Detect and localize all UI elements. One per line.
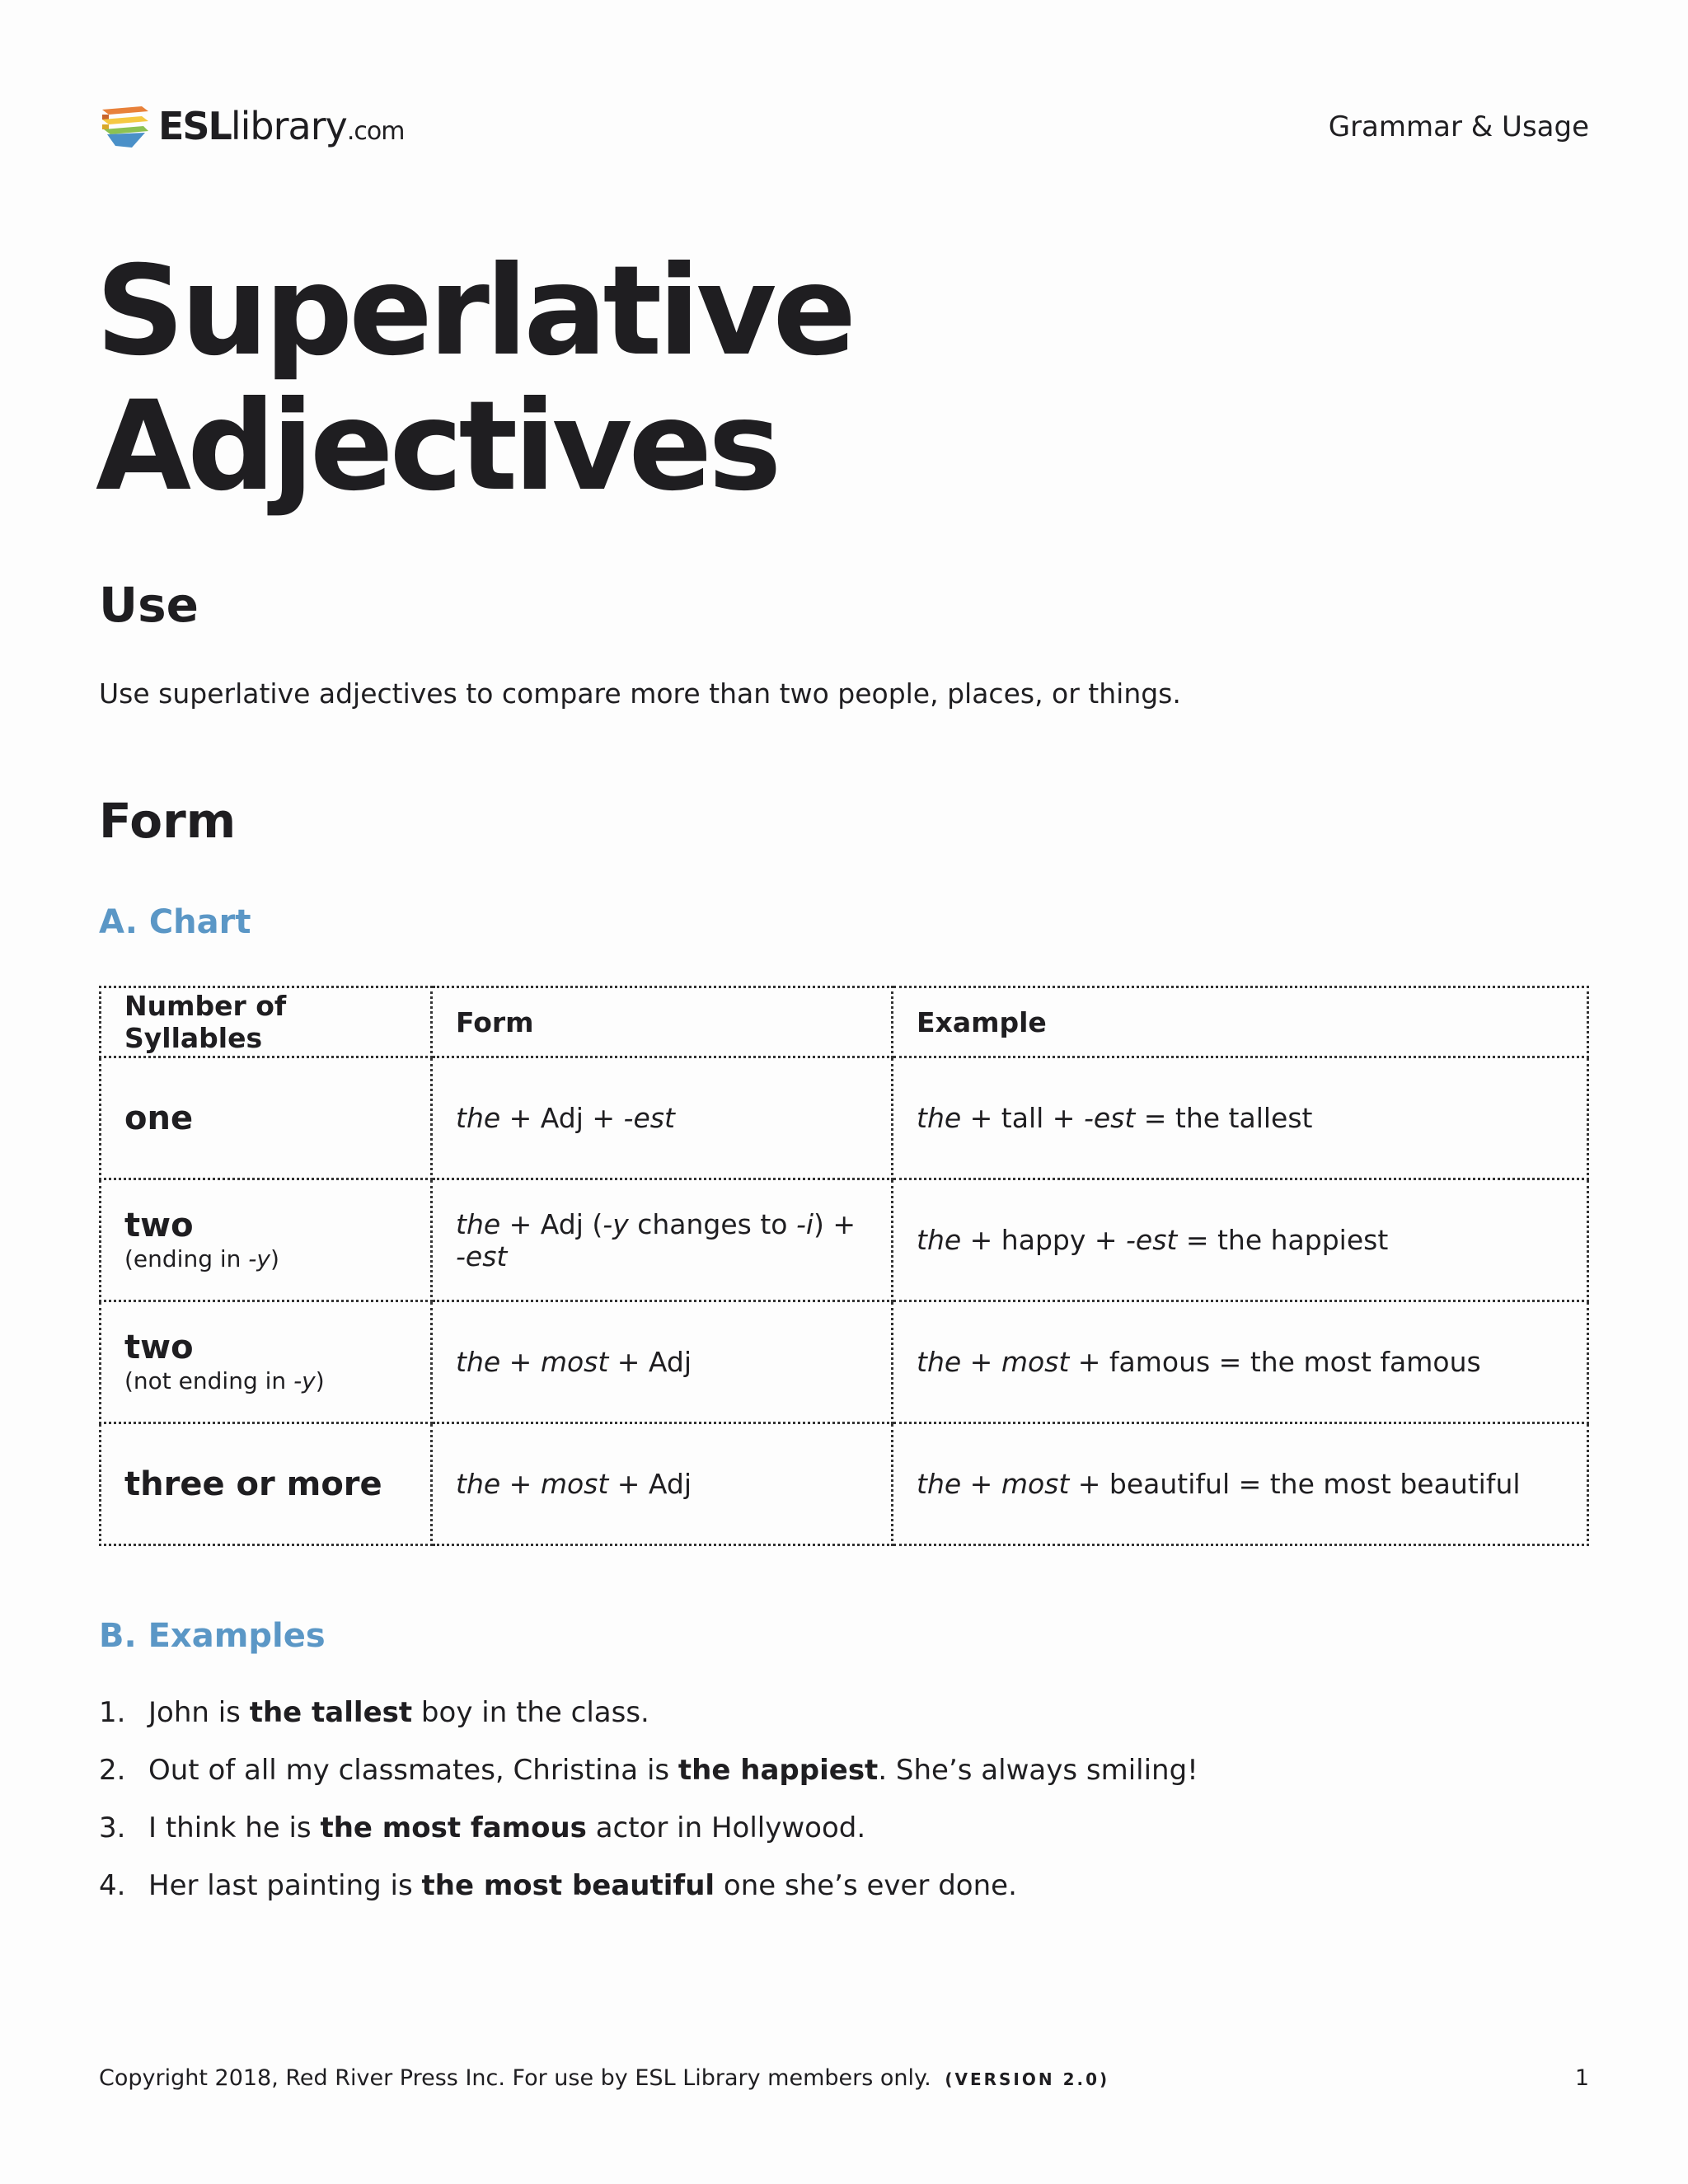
list-item: [99, 1754, 1198, 1811]
list-item-text: [148, 1696, 649, 1754]
text-segment: changes to: [628, 1207, 796, 1240]
form-heading: Form: [99, 793, 237, 849]
text-segment: actor in Hollywood.: [586, 1811, 866, 1844]
table-body: [101, 1057, 1588, 1545]
book-stack-icon: [99, 100, 152, 152]
text-segment: +: [961, 1468, 1001, 1500]
text-segment: +: [500, 1468, 541, 1500]
example-cell: [893, 1423, 1588, 1545]
table-row: [101, 1301, 1588, 1423]
text-segment: -y: [603, 1207, 629, 1240]
text-segment: the: [456, 1468, 501, 1500]
title-line-2: Adjectives: [96, 375, 778, 518]
text-segment: + tall +: [961, 1102, 1084, 1134]
form-cell: [432, 1301, 893, 1423]
superlative-chart-table: [99, 986, 1589, 1546]
text-segment: = the happiest: [1177, 1224, 1389, 1256]
text-segment: = the tallest: [1135, 1102, 1313, 1134]
text-segment: . She’s always smiling!: [878, 1754, 1198, 1787]
list-item: [99, 1869, 1198, 1927]
text-segment: -est: [1126, 1224, 1178, 1256]
syllables-note: [124, 1244, 407, 1274]
text-segment: +: [961, 1346, 1001, 1378]
text-segment: + Adj: [608, 1468, 692, 1500]
examples-list: [99, 1696, 1198, 1927]
list-item-text: [148, 1811, 865, 1869]
page-title: [96, 240, 853, 518]
example-cell: [893, 1057, 1588, 1179]
esl-library-logo[interactable]: [99, 97, 404, 155]
text-segment: (not ending in: [124, 1366, 294, 1394]
title-line-1: Superlative: [96, 240, 853, 383]
table-header-row: [101, 987, 1588, 1057]
text-segment: the: [917, 1346, 962, 1378]
text-segment: + Adj (: [500, 1207, 603, 1240]
use-heading: Use: [99, 577, 199, 633]
text-segment: + beautiful = the most beautiful: [1069, 1468, 1521, 1500]
text-segment: one she’s ever done.: [715, 1869, 1017, 1902]
form-cell: [432, 1179, 893, 1301]
list-item-number: 2.: [99, 1754, 126, 1787]
text-segment: the: [917, 1468, 962, 1500]
text-segment: most: [540, 1346, 609, 1378]
list-item-text: [148, 1754, 1198, 1811]
syllables-cell: [101, 1423, 432, 1545]
text-segment: the: [917, 1224, 962, 1256]
examples-heading: B. Examples: [99, 1617, 326, 1655]
text-segment: boy in the class.: [412, 1696, 649, 1729]
list-item-text: [148, 1869, 1017, 1927]
form-cell: [432, 1057, 893, 1179]
table-row: [101, 1057, 1588, 1179]
list-item-number: 4.: [99, 1869, 126, 1902]
version-label: (VERSION 2.0): [945, 2069, 1110, 2089]
text-segment: most: [1001, 1346, 1070, 1378]
list-item-number: 3.: [99, 1811, 126, 1844]
text-segment: + famous = the most famous: [1069, 1346, 1481, 1378]
text-segment: +: [500, 1346, 541, 1378]
text-segment: Her last painting is: [148, 1869, 422, 1902]
footer-copyright: [99, 2065, 1109, 2091]
list-item: [99, 1811, 1198, 1869]
header-syllables: Number of Syllables: [101, 987, 432, 1057]
text-segment: -y: [248, 1244, 270, 1272]
text-segment: John is: [148, 1696, 250, 1729]
syllables-cell: [101, 1301, 432, 1423]
text-segment: ): [270, 1244, 279, 1272]
copyright-text: Copyright 2018, Red River Press Inc. For use by ESL Library members only.: [99, 2065, 931, 2091]
syllables-count: two: [124, 1206, 194, 1244]
use-description: Use superlative adjectives to compare more than two people, places, or things.: [99, 677, 1181, 710]
list-item-number: 1.: [99, 1696, 126, 1729]
text-segment: the: [456, 1102, 501, 1134]
example-cell: [893, 1179, 1588, 1301]
syllables-count: one: [124, 1099, 194, 1137]
text-segment: the: [456, 1346, 501, 1378]
table-row: [101, 1179, 1588, 1301]
table-row: [101, 1423, 1588, 1545]
form-cell: [432, 1423, 893, 1545]
text-segment: the: [456, 1207, 501, 1240]
syllables-cell: [101, 1057, 432, 1179]
chart-heading: A. Chart: [99, 903, 251, 941]
category-label: Grammar & Usage: [1328, 110, 1589, 143]
text-segment: most: [1001, 1468, 1070, 1500]
syllables-count: two: [124, 1328, 194, 1366]
list-item: [99, 1696, 1198, 1754]
text-segment: + Adj +: [500, 1102, 624, 1134]
text-segment: -i: [795, 1207, 814, 1240]
syllables-count: three or more: [124, 1465, 382, 1503]
text-segment: -est: [623, 1102, 675, 1134]
text-segment: -est: [1083, 1102, 1136, 1134]
text-segment: -est: [456, 1240, 508, 1272]
page-number: 1: [1574, 2065, 1589, 2091]
text-segment: + happy +: [961, 1224, 1126, 1256]
syllables-cell: [101, 1179, 432, 1301]
text-segment: the most beautiful: [421, 1869, 715, 1902]
text-segment: ) +: [814, 1207, 856, 1240]
text-segment: the tallest: [249, 1696, 413, 1729]
header-example: Example: [893, 987, 1588, 1057]
text-segment: (ending in: [124, 1244, 249, 1272]
logo-wordmark: ESLlibrary.com: [158, 104, 405, 148]
text-segment: Out of all my classmates, Christina is: [148, 1754, 678, 1787]
text-segment: -y: [293, 1366, 316, 1394]
example-cell: [893, 1301, 1588, 1423]
text-segment: ): [315, 1366, 325, 1394]
syllables-note: [124, 1366, 407, 1396]
text-segment: the: [917, 1102, 962, 1134]
text-segment: the most famous: [320, 1811, 587, 1844]
header-form: Form: [432, 987, 893, 1057]
text-segment: + Adj: [608, 1346, 692, 1378]
text-segment: I think he is: [148, 1811, 321, 1844]
text-segment: the happiest: [678, 1754, 879, 1787]
text-segment: most: [540, 1468, 609, 1500]
